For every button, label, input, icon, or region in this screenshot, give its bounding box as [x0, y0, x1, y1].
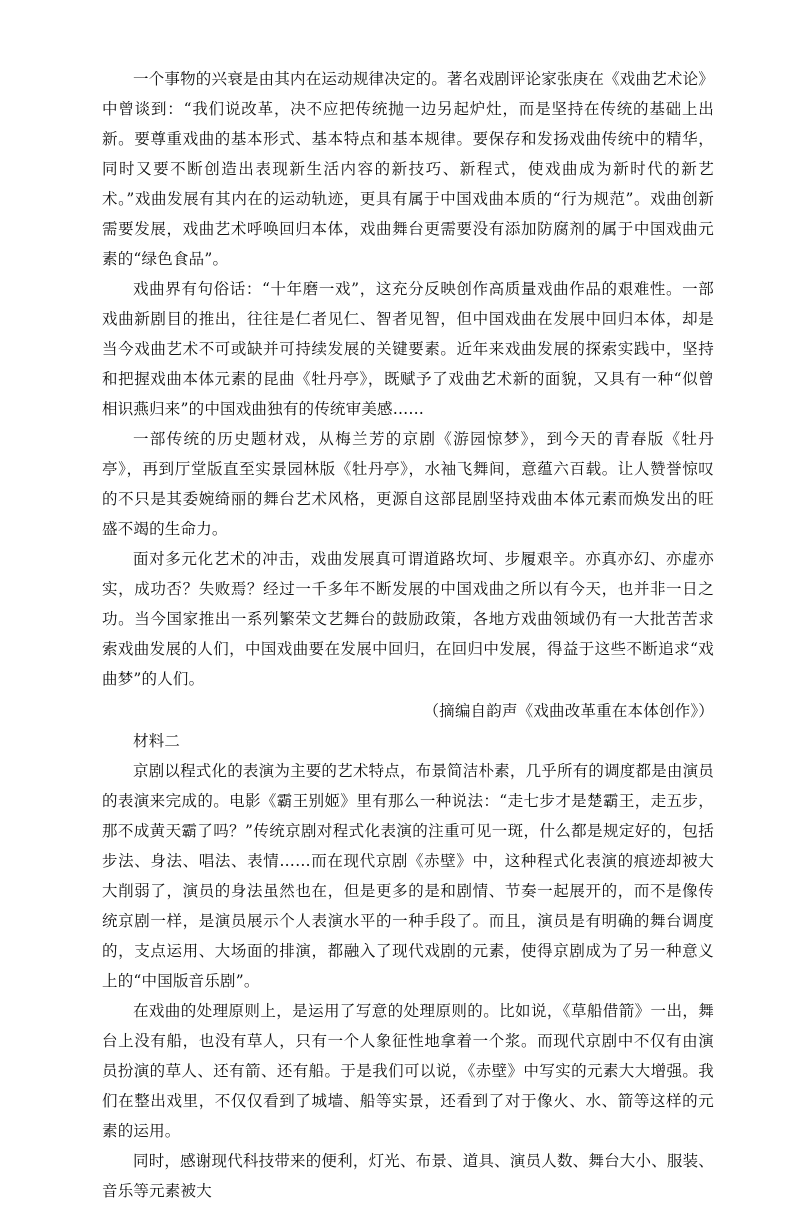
material-one-source: （摘编自韵声《戏曲改革重在本体创作》） — [423, 702, 714, 720]
material-one-paragraph-3: 一部传统的历史题材戏，从梅兰芳的京剧《游园惊梦》，到今天的青春版《牡丹亭》，再到厅堂版直至实景园林版《牡丹亭》，水袖飞舞间，意蕴六百载。让人赞誉惊叹的不只是其委婉绮丽的舞台艺术风格，更源自这部昆剧坚持戏曲本体元素而焕发出的旺盛不竭的生命力。 — [102, 430, 714, 538]
material-two-paragraph-3: 同时，感谢现代科技带来的便利，灯光、布景、道具、演员人数、舞台大小、服装、音乐等元素被大 — [102, 1152, 714, 1200]
material-two-paragraph-1: 京剧以程式化的表演为主要的艺术特点，布景简洁朴素，几乎所有的调度都是由演员的表演来完成的。电影《霸王别姬》里有那么一种说法：“走七步才是楚霸王，走五步，那不成黄天霸了吗？”传统京剧对程式化表演的注重可见一斑，什么都是规定好的，包括步法、身法、唱法、表情……而在现代京剧《赤壁》中，这种程式化表演的痕迹却被大大削弱了，演员的身法虽然也在，但是更多的是和剧情、节奏一起展开的，而不是像传统京剧一样，是演员展示个人表演水平的一种手段了。而且，演员是有明确的舞台调度的，支点运用、大场面的排演，都融入了现代戏剧的元素，使得京剧成为了另一种意义上的“中国版音乐剧”。 — [102, 762, 714, 990]
material-one-paragraph-1: 一个事物的兴衰是由其内在运动规律决定的。著名戏剧评论家张庚在《戏曲艺术论》中曾谈到：“我们说改革，决不应把传统抛一边另起炉灶，而是坚持在传统的基础上出新。要尊重戏曲的基本形式、基本特点和基本规律。要保存和发扬戏曲传统中的精华，同时又要不断创造出表现新生活内容的新技巧、新程式，使戏曲成为新时代的新艺术。”戏曲发展有其内在的运动轨迹，更具有属于中国戏曲本质的“行为规范”。戏曲创新需要发展，戏曲艺术呼唤回归本体，戏曲舞台更需要没有添加防腐剂的属于中国戏曲元素的“绿色食品”。 — [102, 70, 714, 268]
material-two-paragraph-2: 在戏曲的处理原则上，是运用了写意的处理原则的。比如说，《草船借箭》一出，舞台上没有船，也没有草人，只有一个人象征性地拿着一个浆。而现代京剧中不仅有由演员扮演的草人、还有箭、还有船。于是我们可以说，《赤壁》中写实的元素大大增强。我们在整出戏里，不仅仅看到了城墙、船等实景，还看到了对于像火、水、箭等这样的元素的运用。 — [102, 1002, 714, 1140]
document-page — [102, 64, 714, 1206]
material-one-paragraph-4: 面对多元化艺术的冲击，戏曲发展真可谓道路坎坷、步履艰辛。亦真亦幻、亦虚亦实，成功否？失败焉？经过一千多年不断发展的中国戏曲之所以有今天，也并非一日之功。当今国家推出一系列繁荣文艺舞台的鼓励政策，各地方戏曲领域仍有一大批苦苦求索戏曲发展的人们，中国戏曲要在发展中回归，在回归中发展，得益于这些不断追求“戏曲梦”的人们。 — [102, 550, 714, 688]
material-two-heading: 材料二 — [133, 732, 181, 750]
material-one-paragraph-2: 戏曲界有句俗话：“十年磨一戏”，这充分反映创作高质量戏曲作品的艰难性。一部戏曲新剧目的推出，往往是仁者见仁、智者见智，但中国戏曲在发展中回归本体，却是当今戏曲艺术不可或缺并可持续发展的关键要素。近年来戏曲发展的探索实践中，坚持和把握戏曲本体元素的昆曲《牡丹亭》，既赋予了戏曲艺术新的面貌，又具有一种“似曾相识燕归来”的中国戏曲独有的传统审美感…… — [102, 280, 714, 418]
